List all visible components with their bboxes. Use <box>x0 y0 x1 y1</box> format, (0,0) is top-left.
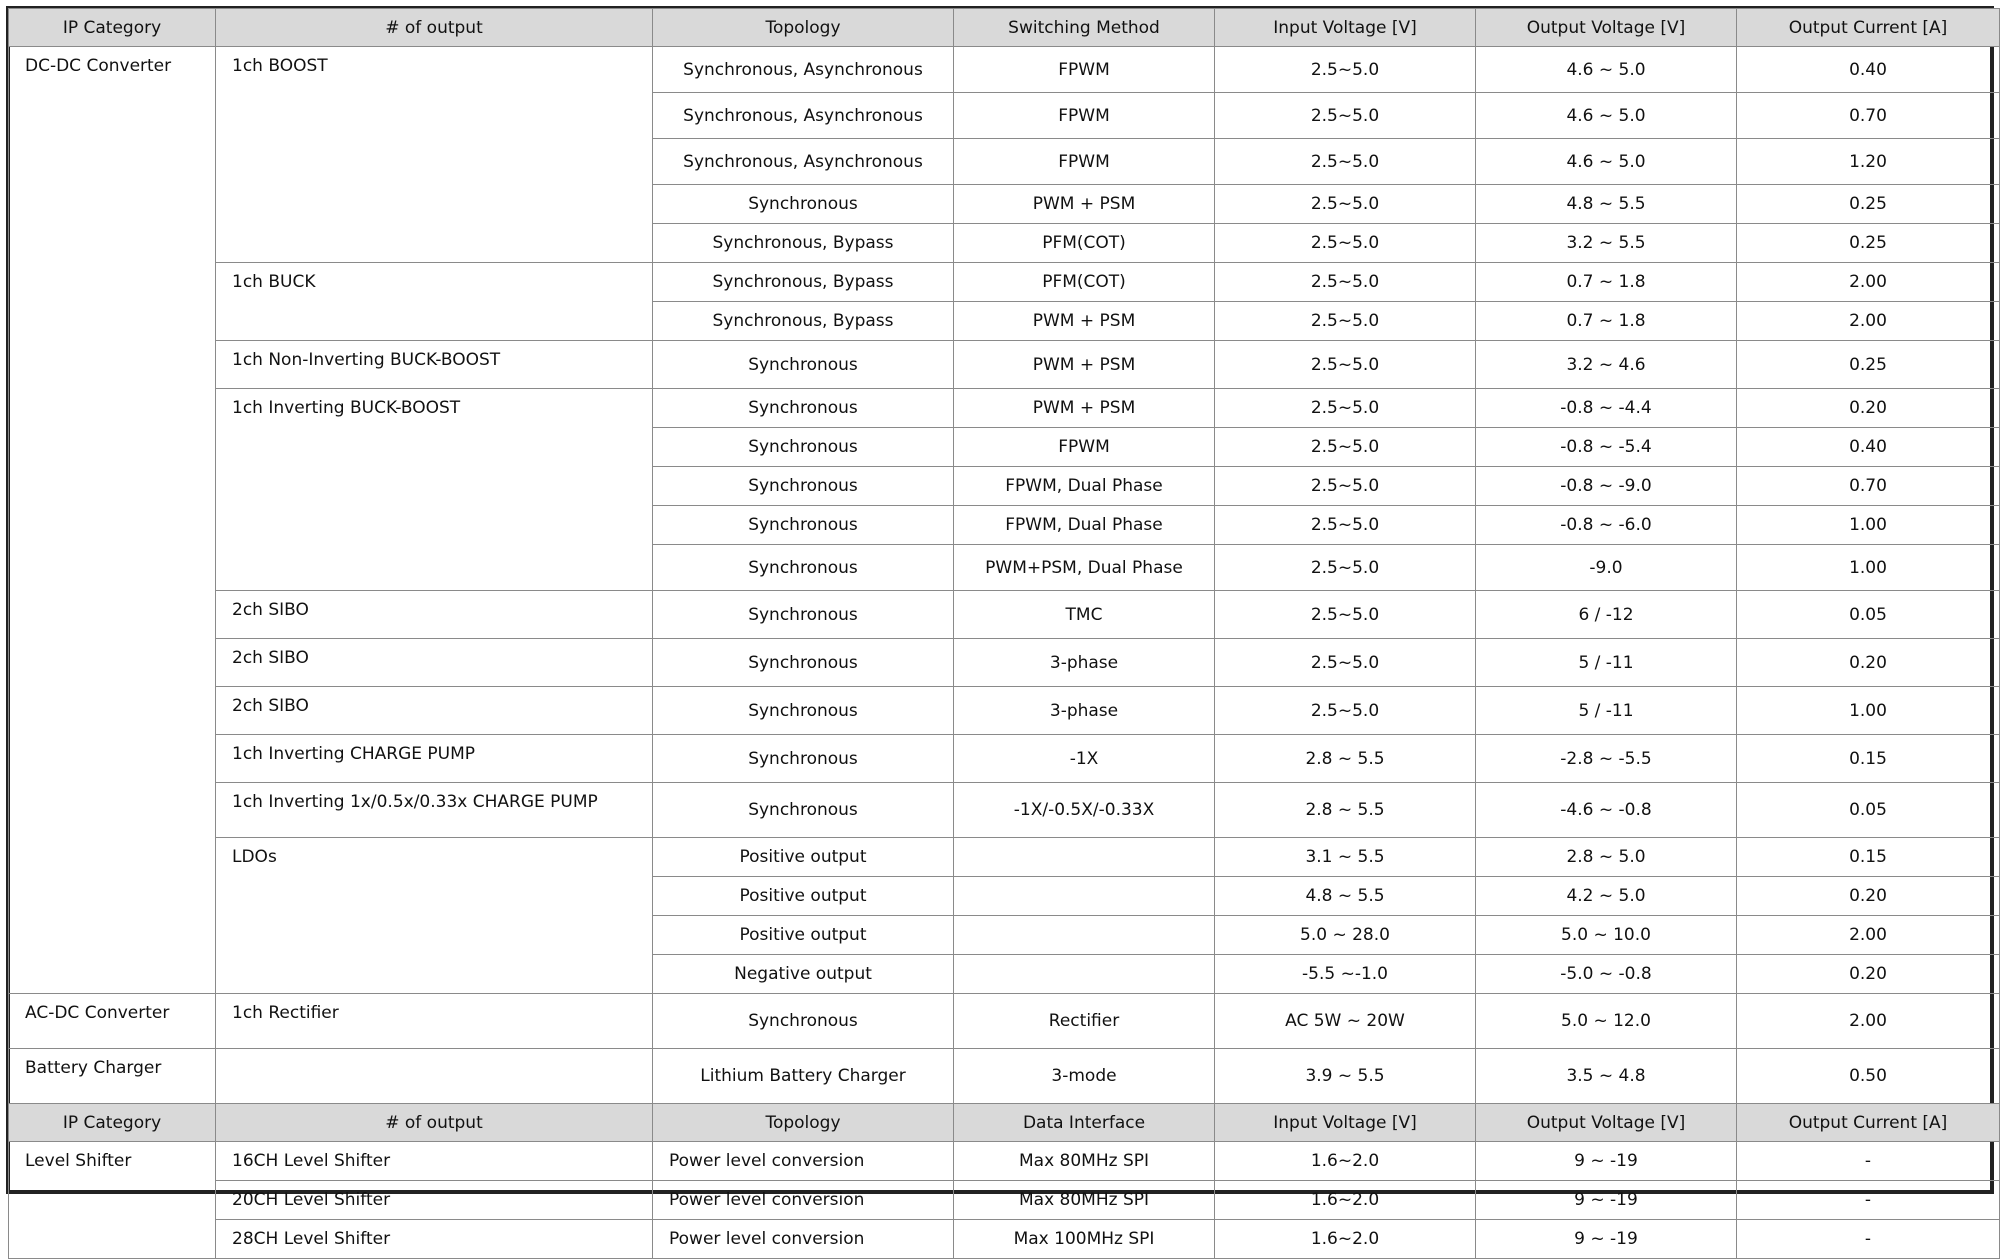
output-voltage-cell: 2.8 ~ 5.0 <box>1476 838 1737 877</box>
output-current-cell: 0.40 <box>1737 428 2000 467</box>
topology-cell: Synchronous <box>653 389 954 428</box>
input-voltage-cell: 2.5~5.0 <box>1215 639 1476 687</box>
output-voltage-cell: 4.6 ~ 5.0 <box>1476 47 1737 93</box>
input-voltage-cell: 5.0 ~ 28.0 <box>1215 916 1476 955</box>
header-ip-category: IP Category <box>9 9 216 47</box>
output-voltage-cell: 3.2 ~ 5.5 <box>1476 224 1737 263</box>
header-num-output: # of output <box>216 1104 653 1142</box>
method-cell: PWM + PSM <box>954 341 1215 389</box>
method-cell: FPWM <box>954 428 1215 467</box>
topology-cell: Power level conversion <box>653 1142 954 1181</box>
input-voltage-cell: 1.6~2.0 <box>1215 1142 1476 1181</box>
header-input-voltage: Input Voltage [V] <box>1215 1104 1476 1142</box>
method-cell: FPWM <box>954 139 1215 185</box>
topology-cell: Synchronous, Bypass <box>653 302 954 341</box>
table-row <box>9 591 2000 639</box>
table-row <box>9 389 2000 428</box>
method-cell: PWM + PSM <box>954 389 1215 428</box>
input-voltage-cell: 2.5~5.0 <box>1215 591 1476 639</box>
topology-cell: Positive output <box>653 877 954 916</box>
header-output-voltage: Output Voltage [V] <box>1476 9 1737 47</box>
output-current-cell: - <box>1737 1220 2000 1259</box>
input-voltage-cell: 2.5~5.0 <box>1215 302 1476 341</box>
output-voltage-cell: -0.8 ~ -6.0 <box>1476 506 1737 545</box>
method-cell: 3-phase <box>954 687 1215 735</box>
input-voltage-cell: 2.5~5.0 <box>1215 47 1476 93</box>
input-voltage-cell: 2.5~5.0 <box>1215 506 1476 545</box>
output-voltage-cell: 5 / -11 <box>1476 687 1737 735</box>
header-output-current: Output Current [A] <box>1737 9 2000 47</box>
method-cell: TMC <box>954 591 1215 639</box>
topology-cell: Synchronous <box>653 545 954 591</box>
header-output-voltage: Output Voltage [V] <box>1476 1104 1737 1142</box>
table-row <box>9 994 2000 1049</box>
table-row <box>9 1142 2000 1181</box>
output-current-cell: 0.15 <box>1737 838 2000 877</box>
table-row <box>9 1220 2000 1259</box>
output-cell: 1ch Non-Inverting BUCK-BOOST <box>216 341 653 389</box>
data-interface-cell: Max 80MHz SPI <box>954 1181 1215 1220</box>
output-voltage-cell: 4.6 ~ 5.0 <box>1476 139 1737 185</box>
output-voltage-cell: -0.8 ~ -5.4 <box>1476 428 1737 467</box>
topology-cell: Synchronous, Bypass <box>653 263 954 302</box>
output-current-cell: 1.00 <box>1737 545 2000 591</box>
table-row <box>9 341 2000 389</box>
topology-cell: Synchronous <box>653 639 954 687</box>
output-voltage-cell: -0.8 ~ -4.4 <box>1476 389 1737 428</box>
header-row-level-shifter <box>9 1104 2000 1142</box>
topology-cell: Negative output <box>653 955 954 994</box>
output-voltage-cell: 5.0 ~ 10.0 <box>1476 916 1737 955</box>
output-current-cell: 0.05 <box>1737 591 2000 639</box>
header-input-voltage: Input Voltage [V] <box>1215 9 1476 47</box>
output-voltage-cell: 9 ~ -19 <box>1476 1142 1737 1181</box>
output-voltage-cell: 3.5 ~ 4.8 <box>1476 1049 1737 1104</box>
input-voltage-cell: 2.5~5.0 <box>1215 428 1476 467</box>
output-voltage-cell: 0.7 ~ 1.8 <box>1476 302 1737 341</box>
input-voltage-cell: 2.5~5.0 <box>1215 545 1476 591</box>
output-current-cell: 2.00 <box>1737 994 2000 1049</box>
topology-cell: Power level conversion <box>653 1181 954 1220</box>
output-cell: 1ch Rectifier <box>216 994 653 1049</box>
output-cell: 28CH Level Shifter <box>216 1220 653 1259</box>
topology-cell: Positive output <box>653 916 954 955</box>
output-voltage-cell: 3.2 ~ 4.6 <box>1476 341 1737 389</box>
output-current-cell: 1.20 <box>1737 139 2000 185</box>
table-row <box>9 687 2000 735</box>
output-current-cell: 0.05 <box>1737 783 2000 838</box>
input-voltage-cell: 1.6~2.0 <box>1215 1220 1476 1259</box>
method-cell: FPWM <box>954 93 1215 139</box>
data-interface-cell: Max 80MHz SPI <box>954 1142 1215 1181</box>
method-cell: PFM(COT) <box>954 263 1215 302</box>
data-interface-cell: Max 100MHz SPI <box>954 1220 1215 1259</box>
output-current-cell: 0.20 <box>1737 877 2000 916</box>
method-cell <box>954 838 1215 877</box>
topology-cell: Synchronous <box>653 994 954 1049</box>
output-cell: 1ch BUCK <box>216 263 653 341</box>
method-cell: FPWM, Dual Phase <box>954 467 1215 506</box>
output-cell: 20CH Level Shifter <box>216 1181 653 1220</box>
output-cell: 2ch SIBO <box>216 591 653 639</box>
ip-category-cell: Battery Charger <box>9 1049 216 1104</box>
header-ip-category: IP Category <box>9 1104 216 1142</box>
input-voltage-cell: 2.8 ~ 5.5 <box>1215 783 1476 838</box>
output-current-cell: 0.40 <box>1737 47 2000 93</box>
output-cell: 1ch Inverting CHARGE PUMP <box>216 735 653 783</box>
topology-cell: Synchronous <box>653 341 954 389</box>
ip-spec-table <box>8 8 2000 1259</box>
input-voltage-cell: -5.5 ~-1.0 <box>1215 955 1476 994</box>
output-current-cell: - <box>1737 1142 2000 1181</box>
table-row <box>9 783 2000 838</box>
ip-category-cell: DC-DC Converter <box>9 47 216 994</box>
input-voltage-cell: 1.6~2.0 <box>1215 1181 1476 1220</box>
table-row <box>9 639 2000 687</box>
header-switching-method: Switching Method <box>954 9 1215 47</box>
method-cell: 3-phase <box>954 639 1215 687</box>
output-cell: 1ch Inverting BUCK-BOOST <box>216 389 653 591</box>
output-voltage-cell: -5.0 ~ -0.8 <box>1476 955 1737 994</box>
output-cell: 2ch SIBO <box>216 639 653 687</box>
output-voltage-cell: 4.8 ~ 5.5 <box>1476 185 1737 224</box>
output-voltage-cell: 9 ~ -19 <box>1476 1181 1737 1220</box>
method-cell: FPWM, Dual Phase <box>954 506 1215 545</box>
input-voltage-cell: 2.5~5.0 <box>1215 224 1476 263</box>
output-current-cell: 0.50 <box>1737 1049 2000 1104</box>
output-voltage-cell: 4.6 ~ 5.0 <box>1476 93 1737 139</box>
output-voltage-cell: 9 ~ -19 <box>1476 1220 1737 1259</box>
output-voltage-cell: -2.8 ~ -5.5 <box>1476 735 1737 783</box>
table-body <box>9 47 2000 1259</box>
output-current-cell: 1.00 <box>1737 506 2000 545</box>
topology-cell: Synchronous, Asynchronous <box>653 139 954 185</box>
input-voltage-cell: 4.8 ~ 5.5 <box>1215 877 1476 916</box>
output-current-cell: - <box>1737 1181 2000 1220</box>
table-row <box>9 263 2000 302</box>
topology-cell: Lithium Battery Charger <box>653 1049 954 1104</box>
input-voltage-cell: 2.8 ~ 5.5 <box>1215 735 1476 783</box>
topology-cell: Synchronous <box>653 185 954 224</box>
ip-category-cell: AC-DC Converter <box>9 994 216 1049</box>
table-row <box>9 1181 2000 1220</box>
method-cell <box>954 916 1215 955</box>
input-voltage-cell: 2.5~5.0 <box>1215 467 1476 506</box>
topology-cell: Synchronous, Asynchronous <box>653 47 954 93</box>
output-cell: 1ch Inverting 1x/0.5x/0.33x CHARGE PUMP <box>216 783 653 838</box>
method-cell <box>954 955 1215 994</box>
method-cell: 3-mode <box>954 1049 1215 1104</box>
topology-cell: Synchronous, Asynchronous <box>653 93 954 139</box>
output-voltage-cell: 0.7 ~ 1.8 <box>1476 263 1737 302</box>
output-current-cell: 1.00 <box>1737 687 2000 735</box>
topology-cell: Synchronous <box>653 467 954 506</box>
output-voltage-cell: 5.0 ~ 12.0 <box>1476 994 1737 1049</box>
topology-cell: Synchronous <box>653 428 954 467</box>
output-voltage-cell: 4.2 ~ 5.0 <box>1476 877 1737 916</box>
input-voltage-cell: 3.1 ~ 5.5 <box>1215 838 1476 877</box>
table-row <box>9 735 2000 783</box>
method-cell: FPWM <box>954 47 1215 93</box>
output-current-cell: 2.00 <box>1737 916 2000 955</box>
header-topology: Topology <box>653 1104 954 1142</box>
input-voltage-cell: 2.5~5.0 <box>1215 687 1476 735</box>
header-num-output: # of output <box>216 9 653 47</box>
input-voltage-cell: AC 5W ~ 20W <box>1215 994 1476 1049</box>
output-current-cell: 0.25 <box>1737 341 2000 389</box>
topology-cell: Synchronous <box>653 591 954 639</box>
header-row <box>9 9 2000 47</box>
output-current-cell: 0.70 <box>1737 93 2000 139</box>
input-voltage-cell: 2.5~5.0 <box>1215 341 1476 389</box>
input-voltage-cell: 2.5~5.0 <box>1215 93 1476 139</box>
topology-cell: Synchronous <box>653 506 954 545</box>
ip-category-cell: Level Shifter <box>9 1142 216 1259</box>
topology-cell: Positive output <box>653 838 954 877</box>
method-cell: PWM+PSM, Dual Phase <box>954 545 1215 591</box>
output-cell <box>216 1049 653 1104</box>
output-current-cell: 2.00 <box>1737 302 2000 341</box>
header-topology: Topology <box>653 9 954 47</box>
header-data-interface: Data Interface <box>954 1104 1215 1142</box>
input-voltage-cell: 2.5~5.0 <box>1215 389 1476 428</box>
output-voltage-cell: -4.6 ~ -0.8 <box>1476 783 1737 838</box>
topology-cell: Power level conversion <box>653 1220 954 1259</box>
output-cell: 1ch BOOST <box>216 47 653 263</box>
method-cell: -1X/-0.5X/-0.33X <box>954 783 1215 838</box>
table-row <box>9 47 2000 93</box>
header-output-current: Output Current [A] <box>1737 1104 2000 1142</box>
topology-cell: Synchronous <box>653 735 954 783</box>
output-current-cell: 0.25 <box>1737 185 2000 224</box>
method-cell: PWM + PSM <box>954 302 1215 341</box>
method-cell <box>954 877 1215 916</box>
table-row <box>9 838 2000 877</box>
method-cell: Rectifier <box>954 994 1215 1049</box>
topology-cell: Synchronous <box>653 687 954 735</box>
output-current-cell: 0.20 <box>1737 955 2000 994</box>
output-voltage-cell: 6 / -12 <box>1476 591 1737 639</box>
output-current-cell: 0.20 <box>1737 389 2000 428</box>
input-voltage-cell: 2.5~5.0 <box>1215 185 1476 224</box>
method-cell: PFM(COT) <box>954 224 1215 263</box>
input-voltage-cell: 2.5~5.0 <box>1215 139 1476 185</box>
output-voltage-cell: -9.0 <box>1476 545 1737 591</box>
output-voltage-cell: -0.8 ~ -9.0 <box>1476 467 1737 506</box>
output-current-cell: 0.15 <box>1737 735 2000 783</box>
table-row <box>9 1049 2000 1104</box>
input-voltage-cell: 3.9 ~ 5.5 <box>1215 1049 1476 1104</box>
output-current-cell: 2.00 <box>1737 263 2000 302</box>
output-cell: LDOs <box>216 838 653 994</box>
topology-cell: Synchronous, Bypass <box>653 224 954 263</box>
output-current-cell: 0.70 <box>1737 467 2000 506</box>
output-voltage-cell: 5 / -11 <box>1476 639 1737 687</box>
topology-cell: Synchronous <box>653 783 954 838</box>
method-cell: -1X <box>954 735 1215 783</box>
output-current-cell: 0.25 <box>1737 224 2000 263</box>
output-cell: 16CH Level Shifter <box>216 1142 653 1181</box>
input-voltage-cell: 2.5~5.0 <box>1215 263 1476 302</box>
method-cell: PWM + PSM <box>954 185 1215 224</box>
output-cell: 2ch SIBO <box>216 687 653 735</box>
output-current-cell: 0.20 <box>1737 639 2000 687</box>
